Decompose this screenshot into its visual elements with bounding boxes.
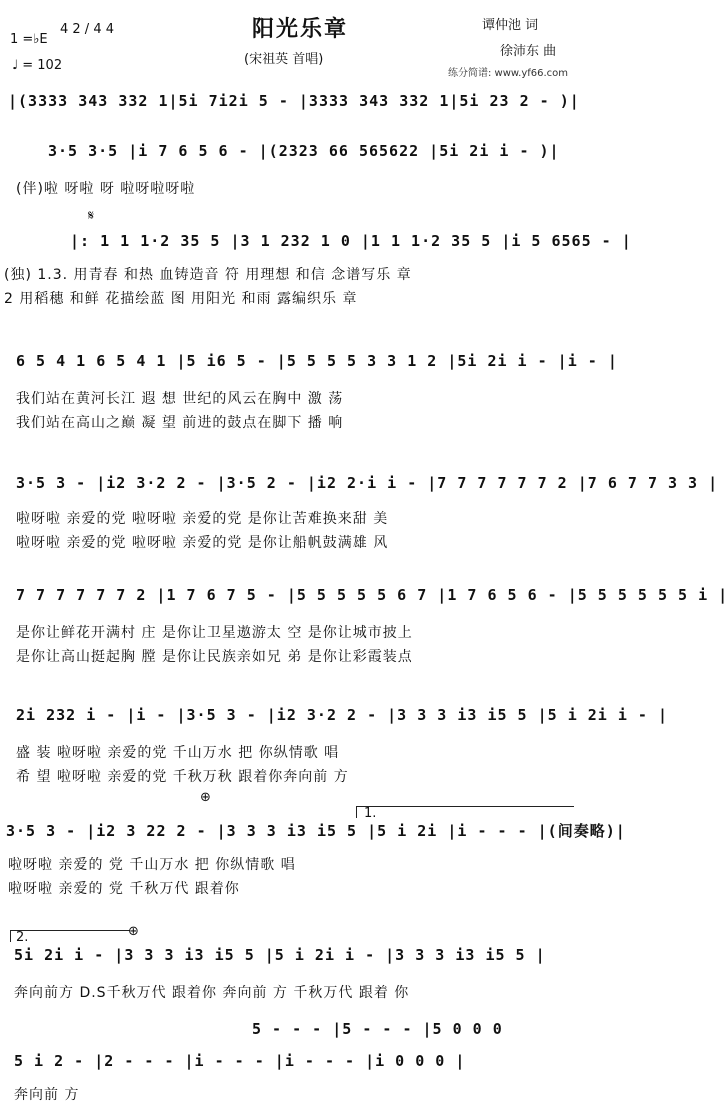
notation-row-8: 3·5 3 - |i2 3 22 2 - |3 3 3 i3 i5 5 |5 i 2i |i - - - |(间奏略)| — [6, 822, 626, 840]
lyricist-credit: 谭仲池 词 — [482, 18, 539, 33]
coda-mark-bottom: ⊕ — [128, 924, 139, 939]
volta-2-bracket-edge — [10, 930, 11, 942]
lyrics-row-8-verse-a: 啦呀啦 亲爱的 党 千山万水 把 你纵情歌 唱 — [8, 857, 296, 873]
notation-row-2: 3·5 3·5 |i 7 6 5 6 - |(2323 66 565622 |5i 2i i - )| — [48, 142, 560, 160]
site-credit: 练分简谱: www.yf66.com — [448, 68, 569, 79]
key-signature: 1 =♭E — [10, 32, 48, 47]
lyrics-row-8-verse-b: 啦呀啦 亲爱的 党 千秋万代 跟着你 — [8, 881, 240, 897]
lyrics-row-10: 奔向前 方 — [14, 1087, 80, 1103]
lyrics-row-5-verse-a: 啦呀啦 亲爱的党 啦呀啦 亲爱的党 是你让苦难换来甜 美 — [16, 511, 389, 527]
notation-row-9: 5i 2i i - |3 3 3 i3 i5 5 |5 i 2i i - |3 3 3 i3 i5 5 | — [14, 946, 546, 964]
segno-mark: 𝄋 — [88, 208, 95, 224]
lyrics-row-4-verse-a: 我们站在黄河长江 遐 想 世纪的风云在胸中 激 荡 — [16, 391, 344, 407]
notation-row-4: 6 5 4 1 6 5 4 1 |5 i6 5 - |5 5 5 5 3 3 1 2 |5i 2i i - |i - | — [16, 352, 618, 370]
time-signature: 4 2 / 4 4 — [60, 22, 114, 37]
volta-1-bracket — [356, 806, 574, 807]
notation-row-10-upper: 5 - - - |5 - - - |5 0 0 0 — [252, 1020, 503, 1038]
lyrics-row-6-verse-b: 是你让高山挺起胸 膛 是你让民族亲如兄 弟 是你让彩霞装点 — [16, 649, 413, 665]
lyrics-row-3-verse-b: 2 用稻穗 和鲜 花描绘蓝 图 用阳光 和雨 露编织乐 章 — [4, 291, 358, 307]
notation-row-5: 3·5 3 - |i2 3·2 2 - |3·5 2 - |i2 2·i i - |7 7 7 7 7 7 2 |7 6 7 7 3 3 | — [16, 474, 719, 492]
volta-1-label: 1. — [364, 806, 377, 821]
composer-credit: 徐沛东 曲 — [500, 44, 557, 59]
lyrics-row-5-verse-b: 啦呀啦 亲爱的党 啦呀啦 亲爱的党 是你让船帆鼓满雄 风 — [16, 535, 389, 551]
lyrics-row-6-verse-a: 是你让鲜花开满村 庄 是你让卫星遨游太 空 是你让城市披上 — [16, 625, 413, 641]
lyrics-row-4-verse-b: 我们站在高山之巅 凝 望 前进的鼓点在脚下 播 响 — [16, 415, 344, 431]
volta-1-bracket-edge — [356, 806, 357, 818]
volta-2-label: 2. — [16, 930, 29, 945]
lyrics-row-9: 奔向前方 D.S千秋万代 跟着你 奔向前 方 千秋万代 跟着 你 — [14, 985, 410, 1001]
lyrics-row-7-verse-b: 希 望 啦呀啦 亲爱的党 千秋万秋 跟着你奔向前 方 — [16, 769, 349, 785]
notation-row-3: |: 1 1 1·2 35 5 |3 1 232 1 0 |1 1 1·2 35 5 |i 5 6565 - | — [70, 232, 632, 250]
coda-mark-top: ⊕ — [200, 790, 211, 805]
tempo-mark: ♩ = 102 — [12, 58, 63, 73]
lyrics-row-2: (伴)啦 呀啦 呀 啦呀啦呀啦 — [16, 181, 196, 197]
song-subtitle: (宋祖英 首唱) — [244, 52, 324, 67]
song-title: 阳光乐章 — [252, 17, 349, 42]
lyrics-row-7-verse-a: 盛 装 啦呀啦 亲爱的党 千山万水 把 你纵情歌 唱 — [16, 745, 340, 761]
notation-row-1: |(3333 343 332 1|5i 7i2i 5 - |3333 343 332 1|5i 23 2 - )| — [8, 92, 580, 110]
notation-row-10: 5 i 2 - |2 - - - |i - - - |i - - - |i 0 0 0 | — [14, 1052, 466, 1070]
notation-row-7: 2i 232 i - |i - |3·5 3 - |i2 3·2 2 - |3 3 3 i3 i5 5 |5 i 2i i - | — [16, 706, 668, 724]
lyrics-row-3-verse-a: (独) 1.3. 用青春 和热 血铸造音 符 用理想 和信 念谱写乐 章 — [4, 267, 412, 283]
notation-row-6: 7 7 7 7 7 7 2 |1 7 6 7 5 - |5 5 5 5 5 6 7 |1 7 6 5 6 - |5 5 5 5 5 5 i | — [16, 586, 728, 604]
